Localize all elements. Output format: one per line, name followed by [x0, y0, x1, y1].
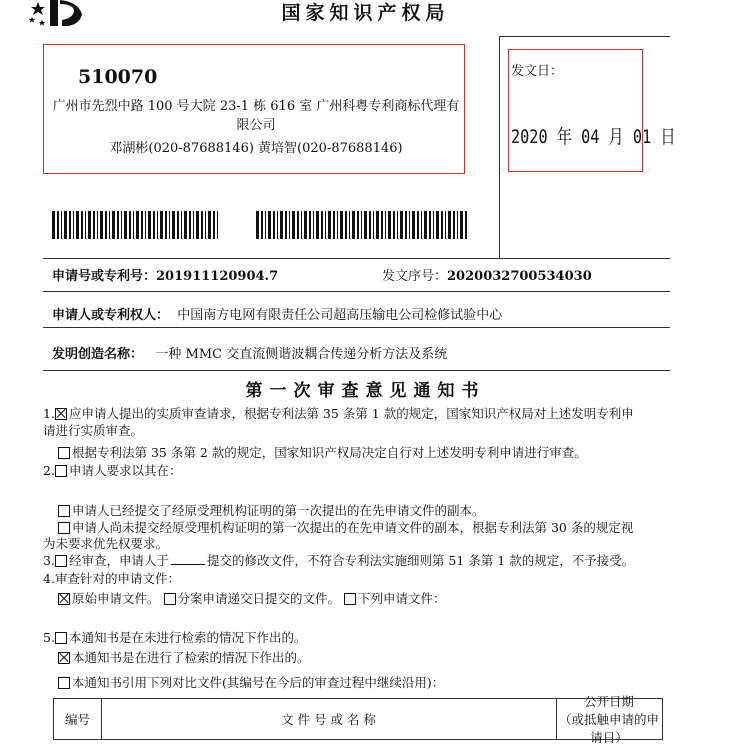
item-2b — [58, 519, 633, 536]
item-number: 4. — [43, 571, 55, 586]
barcode-bar — [85, 211, 86, 239]
barcode-bar — [316, 211, 319, 239]
barcode-bar — [136, 211, 139, 239]
barcode-bar — [148, 211, 151, 239]
serial-number-row — [382, 265, 592, 284]
barcode-bar — [400, 211, 403, 239]
barcode-bar — [213, 211, 215, 239]
checkbox-icon[interactable] — [58, 677, 70, 689]
checkbox-icon[interactable] — [55, 465, 67, 477]
invention-row — [52, 343, 447, 362]
item-text: 本通知书是在未进行检索的情况下作出的。 — [68, 630, 307, 645]
barcode-bar — [256, 211, 259, 239]
barcode-bar — [397, 211, 398, 239]
item-number: 3. — [43, 553, 55, 568]
barcode-bar — [457, 211, 458, 239]
checkbox-icon[interactable] — [164, 593, 176, 605]
application-number-label: 申请号或专利号： — [52, 269, 157, 284]
barcode-bar — [193, 211, 194, 239]
table-header-date — [556, 694, 662, 745]
barcode-bar — [157, 211, 158, 239]
item-text: 下列申请文件： — [358, 591, 446, 606]
item-5c — [58, 674, 444, 691]
item-number: 2. — [43, 463, 55, 478]
barcode-bar — [277, 211, 278, 239]
barcode-bar — [141, 211, 143, 239]
item-2a — [58, 502, 485, 519]
item-text: 审查针对的申请文件： — [54, 571, 180, 586]
barcode-bar — [117, 211, 119, 239]
barcode-bar — [93, 211, 95, 239]
item-number: 5. — [43, 630, 55, 645]
barcode-bar — [441, 211, 443, 239]
barcode-bar — [385, 211, 386, 239]
recipient-contacts: 邓湖彬(020-87688146) 黄培智(020-87688146) — [109, 141, 403, 156]
item-text: 应申请人提出的实质审查请求，根据专利法第 35 条第 1 款的规定，国家知识产权局对上述发明专利申 — [68, 406, 634, 421]
barcode-bar — [265, 211, 266, 239]
barcode-bar — [169, 211, 170, 239]
barcode-bar — [361, 211, 362, 239]
barcode-bar — [352, 211, 355, 239]
barcode-bar — [333, 211, 335, 239]
checkbox-icon[interactable] — [58, 447, 70, 459]
date-header-line1: 公开日期 — [583, 694, 634, 709]
checkbox-checked-icon[interactable] — [58, 652, 70, 664]
applicant-row — [52, 304, 502, 323]
barcode-bar — [153, 211, 155, 239]
barcode-bar — [273, 211, 275, 239]
barcode-bar — [436, 211, 439, 239]
item-2 — [43, 462, 181, 479]
item-text: 原始申请文件。 — [72, 591, 160, 606]
barcode-bar — [417, 211, 419, 239]
item-5b — [58, 649, 310, 666]
checkbox-icon[interactable] — [344, 593, 356, 605]
barcode-bar — [124, 211, 127, 239]
blank-field — [171, 564, 205, 565]
barcode-bar — [160, 211, 163, 239]
item-number: 1. — [43, 406, 55, 421]
barcode-bar — [328, 211, 331, 239]
barcode-right — [256, 211, 468, 239]
item-text: 分案申请递交日提交的文件。 — [177, 591, 341, 606]
row-rule — [43, 258, 670, 259]
barcode-bar — [292, 211, 295, 239]
sent-date-label: 发文日： — [511, 64, 564, 79]
barcode-bar — [145, 211, 146, 239]
application-number-row — [52, 265, 278, 284]
barcode-bar — [465, 211, 467, 239]
checkbox-icon[interactable] — [58, 522, 70, 534]
item-1b — [58, 444, 587, 461]
barcode-bar — [424, 211, 427, 239]
barcode-bar — [189, 211, 191, 239]
barcode-bar — [309, 211, 311, 239]
barcode-bar — [73, 211, 74, 239]
barcode-bar — [109, 211, 110, 239]
address-divider — [499, 36, 500, 258]
row-rule — [43, 327, 670, 328]
checkbox-icon[interactable] — [58, 505, 70, 517]
barcode-bar — [345, 211, 347, 239]
barcode-bar — [57, 211, 59, 239]
barcode-bar — [393, 211, 395, 239]
item-4-options — [58, 590, 446, 607]
barcode-bar — [196, 211, 199, 239]
barcode-bar — [64, 211, 67, 239]
barcode-bar — [369, 211, 371, 239]
barcode-bar — [376, 211, 379, 239]
postcode: 510070 — [78, 66, 158, 88]
barcode-bar — [357, 211, 359, 239]
barcode-bar — [373, 211, 374, 239]
header-rule — [499, 36, 670, 37]
barcode-bar — [205, 211, 206, 239]
checkbox-icon[interactable] — [55, 632, 67, 644]
barcode-bar — [285, 211, 287, 239]
item-1 — [43, 405, 634, 422]
item-text: 根据专利法第 35 条第 2 款的规定，国家知识产权局决定自行对上述发明专利申请进行审查。 — [72, 445, 587, 460]
barcode-bar — [349, 211, 350, 239]
invention-label: 发明创造名称： — [52, 347, 144, 362]
barcode-bar — [453, 211, 455, 239]
checkbox-checked-icon[interactable] — [58, 593, 70, 605]
serial-number-label: 发文序号： — [382, 269, 448, 284]
checkbox-icon[interactable] — [55, 555, 67, 567]
barcode-bar — [280, 211, 283, 239]
barcode-bar — [297, 211, 299, 239]
barcode-bar — [208, 211, 211, 239]
item-5 — [43, 629, 306, 646]
item-text: 提交的修改文件，不符合专利法实施细则第 51 条第 1 款的规定，不予接受。 — [206, 553, 635, 568]
row-rule — [43, 370, 670, 371]
barcode-bar — [364, 211, 367, 239]
barcode-bar — [321, 211, 323, 239]
barcode-bar — [261, 211, 263, 239]
barcode-bar — [217, 211, 218, 239]
barcode-bar — [388, 211, 391, 239]
item-text: 申请人已经提交了经原受理机构证明的第一次提出的在先申请文件的副本。 — [72, 503, 485, 518]
barcode-bar — [325, 211, 326, 239]
barcode-bar — [133, 211, 134, 239]
barcode-bar — [433, 211, 434, 239]
serial-number: 2020032700534030 — [447, 269, 592, 284]
barcode-bar — [88, 211, 91, 239]
application-number: 201911120904.7 — [156, 269, 279, 284]
item-2b-cont: 为未要求优先权要求。 — [43, 536, 169, 551]
barcode-bar — [76, 211, 79, 239]
barcode-bar — [340, 211, 343, 239]
barcode-bar — [313, 211, 314, 239]
barcode-bar — [201, 211, 203, 239]
table-header-number: 编号 — [54, 699, 102, 739]
barcode-bar — [405, 211, 407, 239]
barcode-bar — [81, 211, 83, 239]
barcode-bar — [184, 211, 187, 239]
barcode-bar — [304, 211, 307, 239]
barcode-bar — [97, 211, 98, 239]
date-header-line2: （或抵触申请的申请日） — [558, 712, 659, 745]
barcode-bar — [112, 211, 115, 239]
barcode-bar — [121, 211, 122, 239]
barcode-left — [52, 211, 220, 239]
item-1-cont: 请进行实质审查。 — [43, 423, 144, 438]
notice-title: 第一次审查意见通知书 — [245, 381, 486, 401]
applicant-name: 中国南方电网有限责任公司超高压输电公司检修试验中心 — [177, 308, 503, 323]
table-header-document: 文 件 号 或 名 称 — [101, 699, 557, 739]
item-text: 本通知书是在进行了检索的情况下作出的。 — [72, 650, 310, 665]
item-text: 经审查，申请人于 — [68, 553, 169, 568]
barcode-bar — [69, 211, 71, 239]
item-3 — [43, 552, 634, 569]
barcode-bar — [129, 211, 131, 239]
checkbox-checked-icon[interactable] — [55, 408, 67, 420]
barcode-bar — [165, 211, 167, 239]
barcode-bar — [421, 211, 422, 239]
office-name: 国家知识产权局 — [281, 2, 450, 24]
recipient-address: 广州市先烈中路 100 号大院 23-1 栋 616 室 广州科粤专利商标代理有限公司 — [52, 99, 460, 133]
barcode-bar — [409, 211, 410, 239]
item-4 — [43, 570, 180, 587]
row-rule — [43, 291, 670, 292]
barcode-bar — [448, 211, 451, 239]
barcode-bar — [445, 211, 446, 239]
invention-title: 一种 MMC 交直流侧谐波耦合传递分析方法及系统 — [155, 347, 448, 362]
sent-date: 2020 年 04 月 01 日 — [511, 126, 676, 148]
barcode-bar — [52, 211, 55, 239]
barcode-bar — [177, 211, 179, 239]
barcode-bar — [172, 211, 175, 239]
item-text: 本通知书引用下列对比文件(其编号在今后的审查过程中继续沿用)： — [72, 675, 445, 690]
barcode-bar — [429, 211, 431, 239]
barcode-bar — [105, 211, 107, 239]
barcode-bar — [61, 211, 62, 239]
barcode-bar — [412, 211, 415, 239]
reference-table — [53, 694, 663, 745]
barcode-bar — [460, 211, 463, 239]
barcode-bar — [181, 211, 182, 239]
barcode-bar — [301, 211, 302, 239]
barcode-bar — [289, 211, 290, 239]
barcode-bar — [381, 211, 383, 239]
barcode-bar — [337, 211, 338, 239]
barcode-bar — [268, 211, 271, 239]
item-text: 申请人尚未提交经原受理机构证明的第一次提出的在先申请文件的副本，根据专利法第 30 条的规定视 — [72, 520, 634, 535]
applicant-label: 申请人或专利权人： — [52, 308, 170, 323]
item-text: 申请人要求以其在： — [68, 463, 182, 478]
barcode-bar — [100, 211, 103, 239]
